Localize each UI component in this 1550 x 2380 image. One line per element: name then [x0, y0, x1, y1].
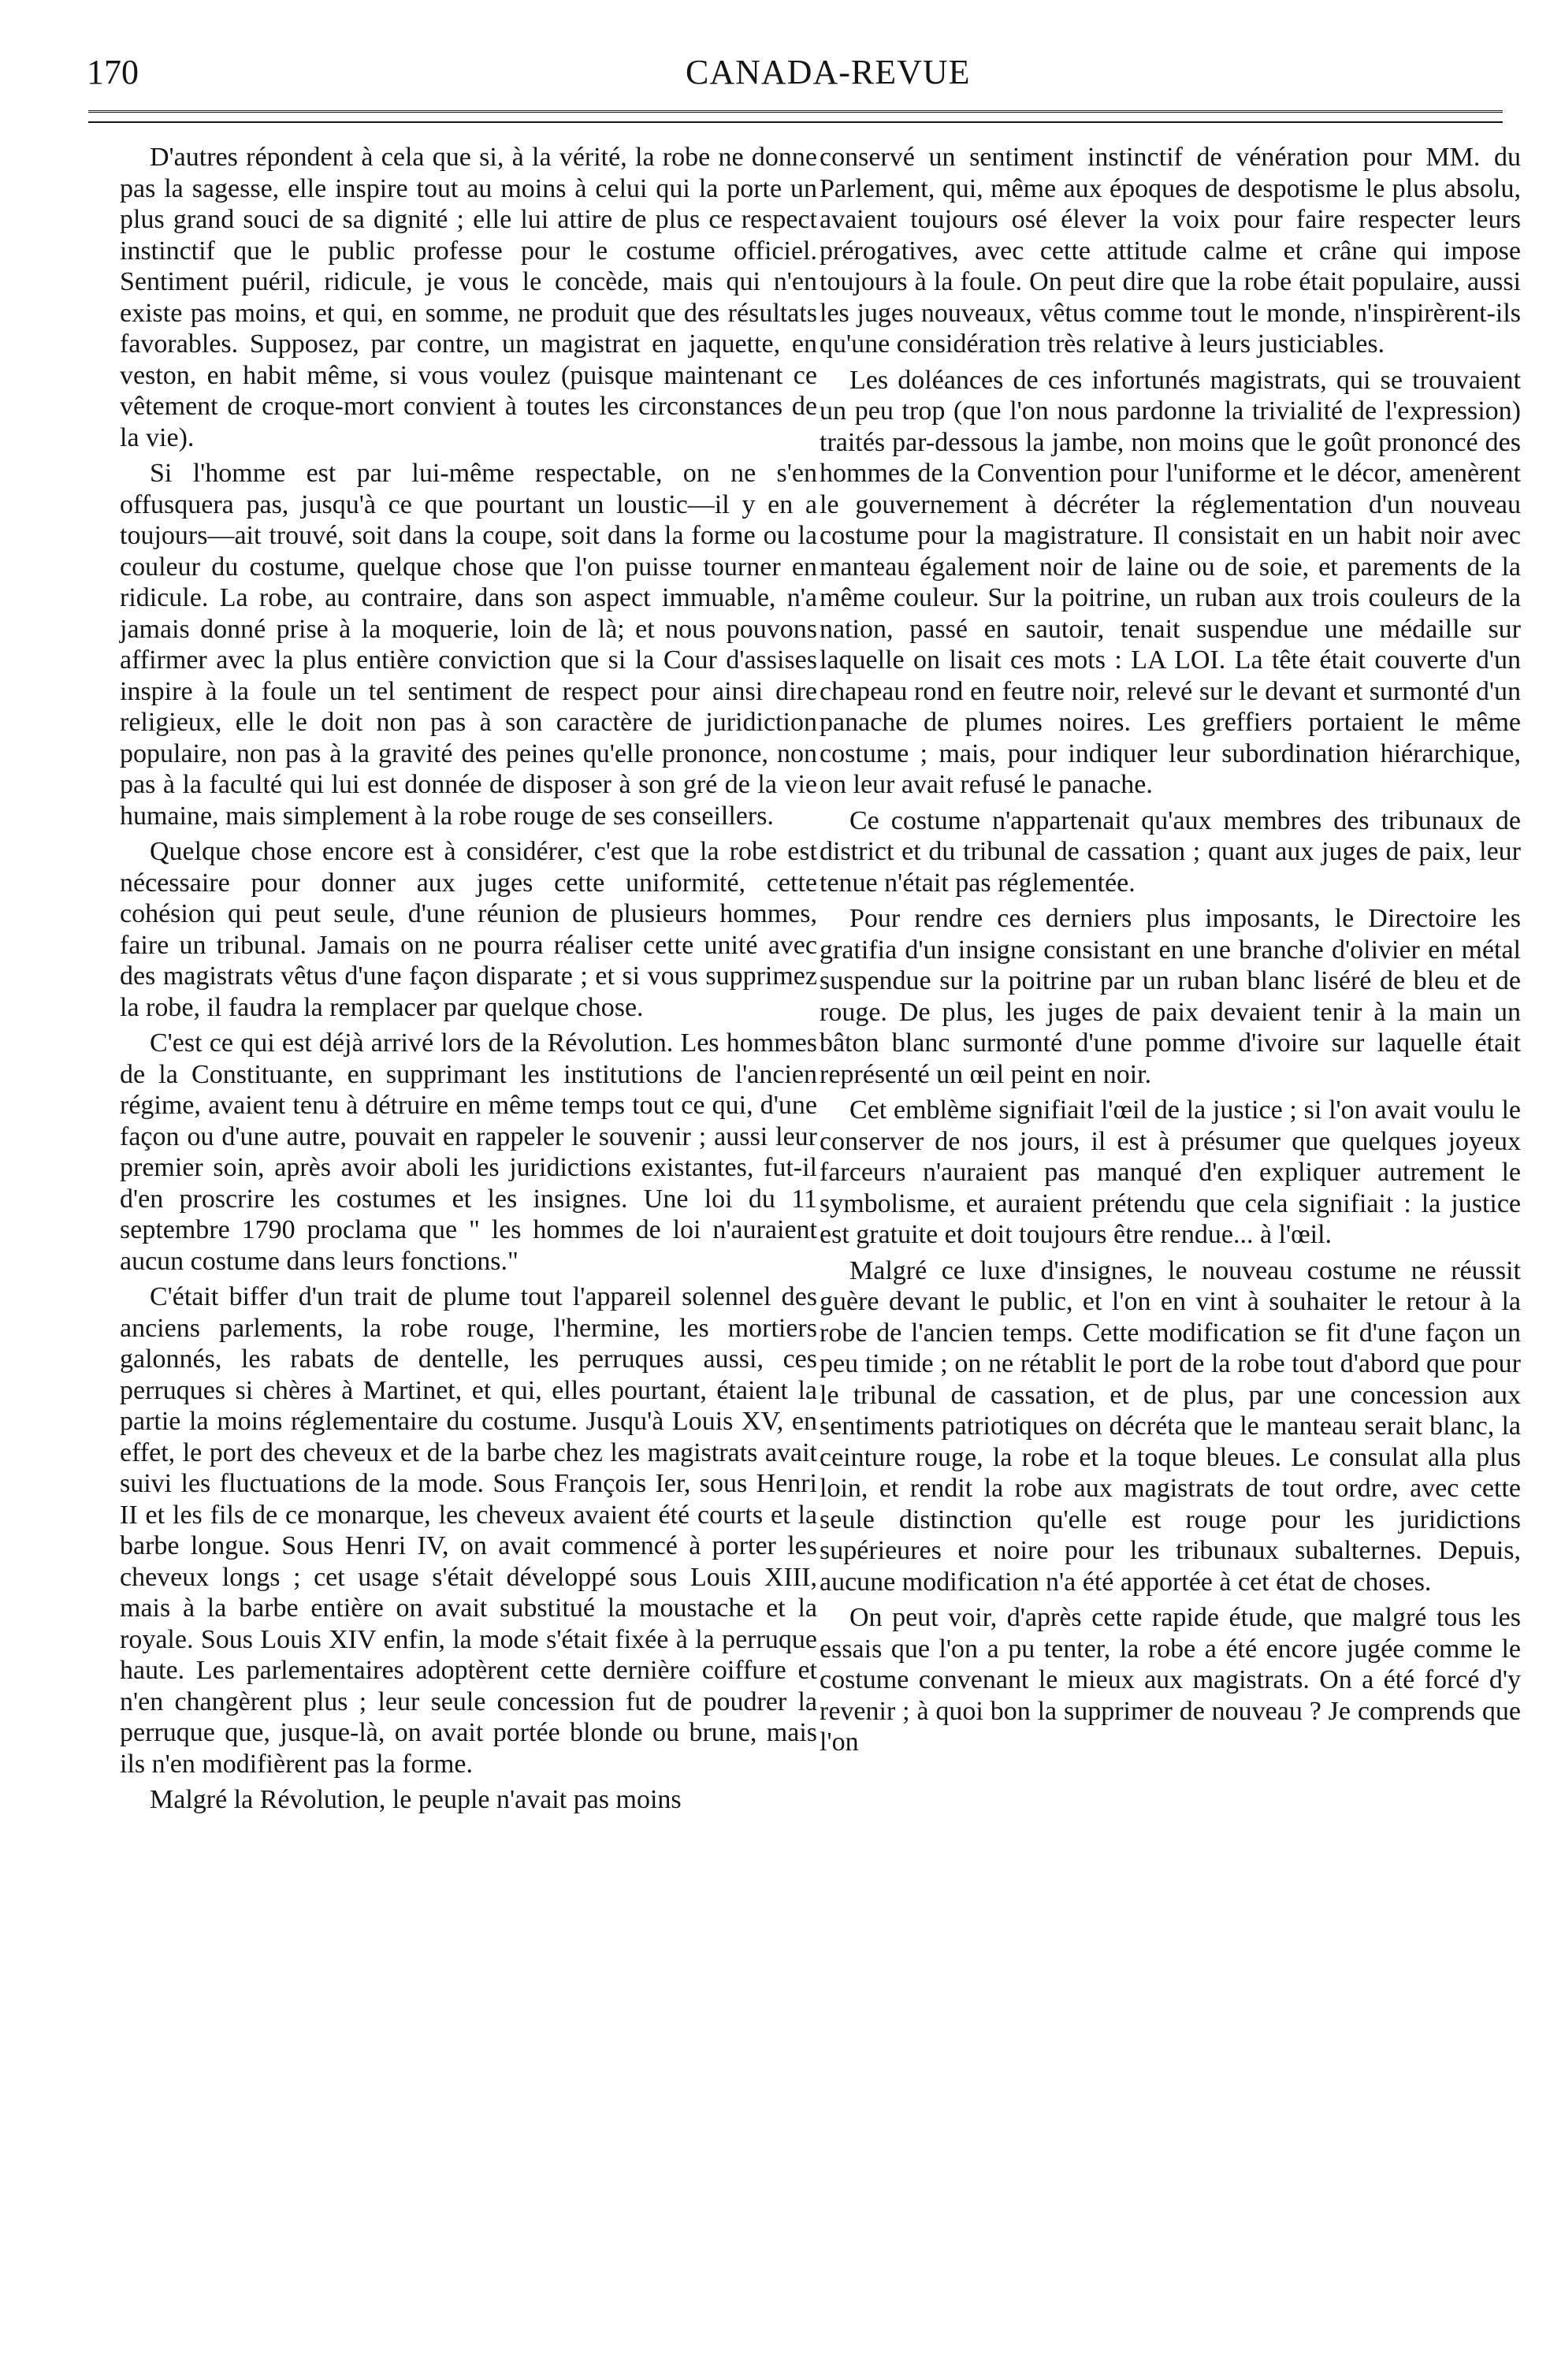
paragraph: Si l'homme est par lui-même respectable, on ne s'en offusquera pas, jusqu'à ce que pourtant un loustic—il y en a toujours—ait trouvé, soit dans la coupe, soit dans la forme ou la couleur du costume, quelque chose que l'on puisse tourner en ridicule. La robe, au contraire, dans son aspect immuable, n'a jamais donné prise à la moquerie, loin de là; et nous pouvons affirmer avec la plus entière conviction que si la Cour d'assises inspire à la foule un tel sentiment de respect pour ainsi dire religieux, elle le doit non pas à son caractère de juridiction populaire, non pas à la gravité des peines qu'elle prononce, non pas à la faculté qui lui est donnée de disposer à son gré de la vie humaine, mais simplement à la robe rouge de ses conseillers. [120, 459, 817, 831]
left-column [120, 142, 817, 1820]
paragraph: Cet emblème signifiait l'œil de la justice ; si l'on avait voulu le conserver de nos jours, il est à présumer que quelques joyeux farceurs n'auraient pas manqué d'en expliquer autrement le symbolisme, et auraient prétendu que cela signifiait : la justice est gratuite et doit toujours être rendue... à l'œil. [820, 1095, 1521, 1249]
paragraph: Malgré ce luxe d'insignes, le nouveau costume ne réussit guère devant le public, et l'on en vint à souhaiter le retour à la robe de l'ancien temps. Cette modification se fit d'une façon un peu timide ; on ne rétablit le port de la robe tout d'abord que pour le tribunal de cassation, et de plus, par une concession aux sentiments patriotiques on décréta que le manteau serait blanc, la ceinture rouge, la robe et la toque bleues. Le consulat alla plus loin, et rendit la robe aux magistrats de tout ordre, avec cette seule distinction qu'elle est rouge pour les juridictions supérieures et noire pour les tribunaux subalternes. Depuis, aucune modification n'a été apportée à cet état de choses. [820, 1255, 1521, 1597]
header-rule [88, 110, 1503, 113]
page-number: 170 [87, 53, 139, 91]
running-title: CANADA-REVUE [686, 53, 971, 91]
paragraph: On peut voir, d'après cette rapide étude, que malgré tous les essais que l'on a pu tenter, la robe a été encore jugée comme le costume convenant le mieux aux magistrats. On a été forcé d'y revenir ; à quoi bon la supprimer de nouveau ? Je comprends que l'on [820, 1603, 1521, 1757]
paragraph: D'autres répondent à cela que si, à la vérité, la robe ne donne pas la sagesse, elle inspire tout au moins à celui qui la porte un plus grand souci de sa dignité ; elle lui attire de plus ce respect instinctif que le public professe pour le costume officiel. Sentiment puéril, ridicule, je vous le concède, mais qui n'en existe pas moins, et qui, en somme, ne produit que des résultats favorables. Supposez, par contre, un magistrat en jaquette, en veston, en habit même, si vous voulez (puisque maintenant ce vêtement de croque-mort convient à toutes les circonstances de la vie). [120, 143, 817, 452]
header-rule-thin [88, 121, 1503, 123]
right-column [820, 142, 1521, 1763]
paragraph: Malgré la Révolution, le peuple n'avait pas moins [150, 1785, 682, 1814]
paragraph: Les doléances de ces infortunés magistrats, qui se trouvaient un peu trop (que l'on nous pardonne la trivialité de l'expression) traités par-dessous la jambe, non moins que le goût prononcé des hommes de la Convention pour l'uniforme et le décor, amenèrent le gouvernement à décréter la réglementation d'un nouveau costume pour la magistrature. Il consistait en un habit noir avec manteau également noir de laine ou de soie, et parements de la même couleur. Sur la poitrine, un ruban aux trois couleurs de la nation, passé en sautoir, tenait suspendue une médaille sur laquelle on lisait ces mots : LA LOI. La tête était couverte d'un chapeau rond en feutre noir, relevé sur le devant et surmonté d'un panache de plumes noires. Les greffiers portaient le même costume ; mais, pour indiquer leur subordination hiérarchique, on leur avait refusé le panache. [820, 365, 1521, 799]
paragraph: Pour rendre ces derniers plus imposants, le Directoire les gratifia d'un insigne consistant en une branche d'olivier en métal suspendue sur la poitrine par un ruban blanc liséré de bleu et de rouge. De plus, les juges de paix devaient tenir à la main un bâton blanc surmonté d'une pomme d'ivoire sur laquelle était représenté un œil peint en noir. [820, 904, 1521, 1089]
paragraph: C'était biffer d'un trait de plume tout l'appareil solennel des anciens parlements, la robe rouge, l'hermine, les mortiers galonnés, les rabats de dentelle, les perruques aussi, ces perruques si chères à Martinet, et qui, elles pourtant, étaient la partie la moins réglementaire du costume. Jusqu'à Louis XV, en effet, le port des cheveux et de la barbe chez les magistrats avait suivi les fluctuations de la mode. Sous François Ier, sous Henri II et les fils de ce monarque, les cheveux avaient été courts et la barbe longue. Sous Henri IV, on avait commencé à porter les cheveux longs ; cet usage s'était développé sous Louis XIII, mais à la barbe entière on avait substitué la moustache et la royale. Sous Louis XIV enfin, la mode s'était fixée à la perruque haute. Les parlementaires adoptèrent cette dernière coiffure et n'en changèrent plus ; leur seule concession fut de poudrer la perruque que, jusque-là, on avait portée blonde ou brune, mais ils n'en modifièrent pas la forme. [120, 1282, 817, 1779]
page-header [0, 49, 1550, 104]
paragraph: Quelque chose encore est à considérer, c'est que la robe est nécessaire pour donner aux juges cette uniformité, cette cohésion qui peut seule, d'une réunion de plusieurs hommes, faire un tribunal. Jamais on ne pourra réaliser cette unité avec des magistrats vêtus d'une façon disparate ; et si vous supprimez la robe, il faudra la remplacer par quelque chose. [120, 837, 817, 1022]
paragraph: C'est ce qui est déjà arrivé lors de la Révolution. Les hommes de la Constituante, en supprimant les institutions de l'ancien régime, avaient tenu à détruire en même temps tout ce qui, d'une façon ou d'une autre, pouvait en rappeler le souvenir ; aussi leur premier soin, après avoir aboli les juridictions existantes, fut-il d'en proscrire les costumes et les insignes. Une loi du 11 septembre 1790 proclama que " les hommes de loi n'auraient aucun costume dans leurs fonctions." [120, 1028, 817, 1276]
paragraph: Ce costume n'appartenait qu'aux membres des tribunaux de district et du tribunal de cassation ; quant aux juges de paix, leur tenue n'était pas réglementée. [820, 805, 1521, 898]
paragraph: conservé un sentiment instinctif de vénération pour MM. du Parlement, qui, même aux époques de despotisme le plus absolu, avaient toujours osé élever la voix pour faire respecter leurs prérogatives, avec cette attitude calme et crâne qui impose toujours à la foule. On peut dire que la robe était populaire, aussi les juges nouveaux, vêtus comme tout le monde, n'inspirèrent-ils qu'une considération très relative à leurs justiciables. [820, 143, 1521, 359]
